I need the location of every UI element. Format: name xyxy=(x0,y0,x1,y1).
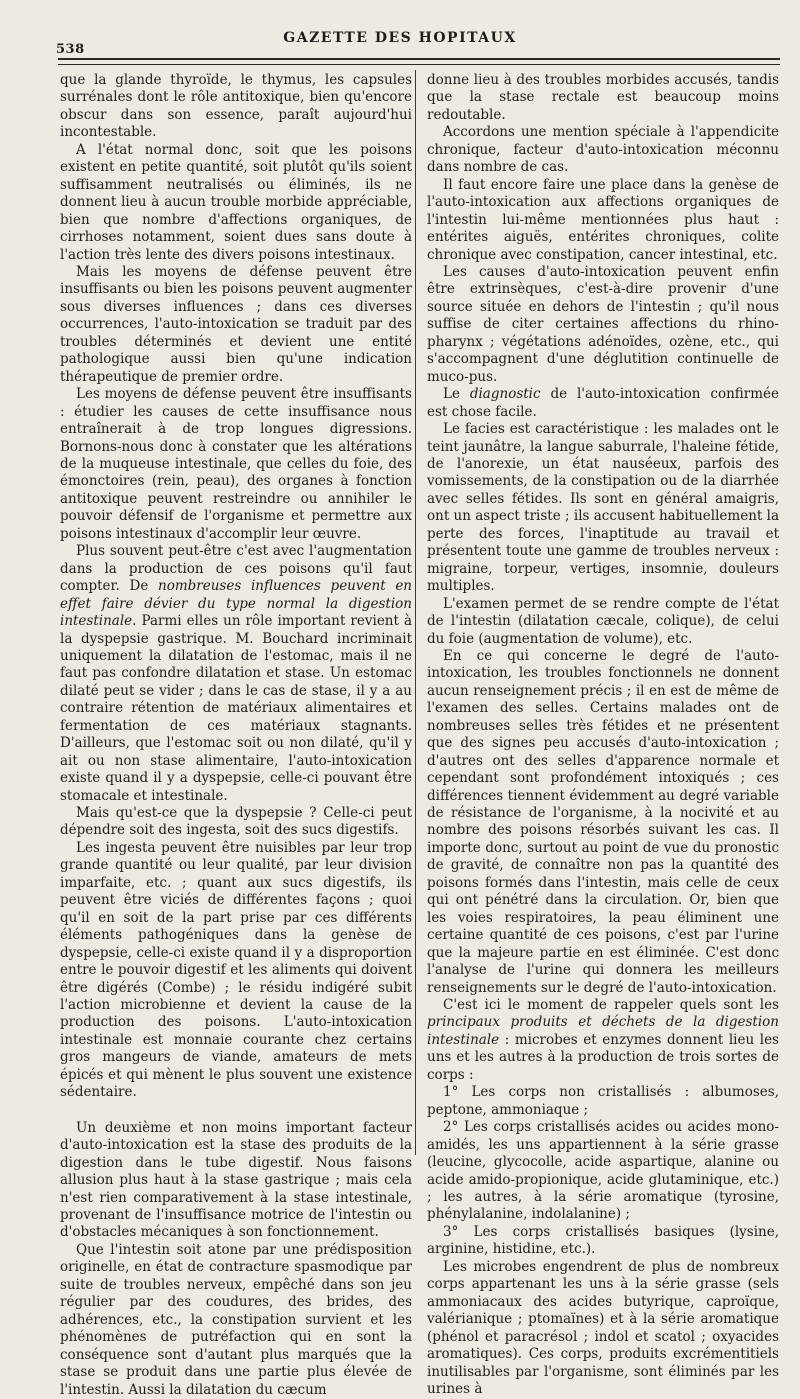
paragraph: Accordons une mention spéciale à l'appendicite chronique, facteur d'auto-intoxication méconnu dans nombre de cas. xyxy=(427,124,779,176)
text-run: : microbes et enzymes donnent lieu les uns et les autres à la production de trois sortes de corps : xyxy=(427,1031,779,1083)
paragraph xyxy=(60,543,412,805)
paragraph: Mais qu'est-ce que la dyspepsie ? Celle-ci peut dépendre soit des ingesta, soit des sucs digestifs. xyxy=(60,805,412,839)
paragraph xyxy=(427,386,779,421)
paragraph: donne lieu à des troubles morbides accusés, tandis que la stase rectale est beaucoup moins redoutable. xyxy=(427,72,779,123)
paragraph: Mais les moyens de défense peuvent être insuffisants ou bien les poisons peuvent augmenter sous diverses influences ; dans ces diverses occurrences, l'auto-intoxication se traduit par des troubles déterminés et devient une entité pathologique aussi bien qu'une indication thérapeutique de premier ordre. xyxy=(60,263,412,385)
column-divider xyxy=(415,70,416,1155)
italic-text: diagnostic xyxy=(469,386,541,403)
text-run: Plus souvent peut-être c'est avec l'augmentation dans la production de ces poisons qu'il faut compter. De xyxy=(60,543,412,595)
paragraph: Il faut encore faire une place dans la genèse de l'auto-intoxication aux affections organiques de l'intestin lui-même mentionnées plus haut : entérites aiguës, entérites chroniques, colite chronique avec constipation, cancer intestinal, etc. xyxy=(427,176,779,263)
paragraph: Que l'intestin soit atone par une prédisposition originelle, en état de contracture spasmodique par suite de troubles nerveux, empêché dans son jeu régulier par des coudures, des brides, des adhérences, etc., la constipation survient et les phénomènes de putréfaction qui en sont la conséquence sont d'autant plus marqués que la stase se produit dans une partie plus élevée de l'intestin. Aussi la dilatation du cæcum xyxy=(60,1241,412,1398)
list-item: 3° Les corps cristallisés basiques (lysine, arginine, histidine, etc.). xyxy=(427,1223,779,1258)
italic-text: nombreuses influences peuvent en effet faire dévier du type normal la digestion intestinale xyxy=(60,578,412,630)
paragraph: que la glande thyroïde, le thymus, les capsules surrénales dont le rôle antitoxique, bien qu'encore obscur dans son essence, paraît aujourd'hui incontestable. xyxy=(60,72,412,141)
italic-text: principaux produits et déchets de la digestion intestinale xyxy=(427,1014,779,1048)
paragraph: Les microbes engendrent de plus de nombreux corps appartenant les uns à la série grasse (sels ammoniacaux des acides butyrique, caproïque, valérianique ; ptomaïnes) et à la série aromatique (phénol et paracrésol ; indol et scatol ; oxyacides aromatiques). Ces corps, produits excrémentitiels inutilisables par l'organisme, sont éliminés par les urines à xyxy=(427,1258,779,1397)
left-column xyxy=(60,72,412,1399)
paragraph: Les causes d'auto-intoxication peuvent enfin être extrinsèques, c'est-à-dire provenir d'une source située en dehors de l'intestin ; qu'il nous suffise de citer certaines affections du rhino-pharynx ; végétations adénoïdes, ozène, etc., qui s'accompagnent d'une déglutition continuelle de muco-pus. xyxy=(427,263,779,385)
paragraph: Les moyens de défense peuvent être insuffisants : étudier les causes de cette insuffisance nous entraînerait à de trop longues digressions. Bornons-nous donc à constater que les altérations de la muqueuse intestinale, que celles du foie, des émonctoires (rein, peau), des organes à fonction antitoxique peuvent restreindre ou annihiler le pouvoir défensif de l'organisme et permettre aux poisons intestinaux d'accomplir leur œuvre. xyxy=(60,386,412,542)
paragraph xyxy=(427,997,779,1084)
right-column xyxy=(427,72,779,1398)
text-run: Le xyxy=(443,386,470,403)
text-run: C'est ici le moment de rappeler quels sont les xyxy=(443,997,779,1014)
list-item: 1° Les corps non cristallisés : albumoses, peptone, ammoniaque ; xyxy=(427,1084,779,1118)
paragraph: Les ingesta peuvent être nuisibles par leur trop grande quantité ou leur qualité, par leur division imparfaite, etc. ; quant aux sucs digestifs, ils peuvent être viciés de différentes façons ; quoi qu'il en soit de la part prise par ces différents éléments pathogéniques dans la genèse de dyspepsie, celle-ci existe quand il y a disproportion entre le pouvoir digestif et les aliments qui doivent être digérés (Combe) ; le résidu indigéré subit l'action microbienne et devient la cause de la production des poisons. L'auto-intoxication intestinale est monnaie courante chez certains gros mangeurs de viande, amateurs de mets épicés et qui mènent le plus souvent une existence sédentaire. xyxy=(60,839,412,1101)
paragraph: Un deuxième et non moins important facteur d'auto-intoxication est la stase des produits de la digestion dans le tube digestif. Nous faisons allusion plus haut à la stase gastrique ; mais cela n'est rien comparativement à la stase intestinale, provenant de l'insuffisance motrice de l'intestin ou d'obstacles mécaniques à son fonctionnement. xyxy=(60,1119,412,1241)
journal-title: GAZETTE DES HOPITAUX xyxy=(283,30,517,46)
list-item: 2° Les corps cristallisés acides ou acides mono-amidés, les uns appartiennent à la série grasse (leucine, glycocolle, acide aspartique, alanine ou acide amido-propionique, acide glutaminique, etc.) ; les autres, à la série aromatique (tyrosine, phénylalanine, indolalanine) ; xyxy=(427,1119,779,1223)
header-rule xyxy=(58,58,780,65)
text-run: de l'auto-intoxication confirmée est chose facile. xyxy=(427,386,780,420)
text-run: . Parmi elles un rôle important revient à la dyspepsie gastrique. M. Bouchard incriminait uniquement la dilatation de l'estomac, mais il ne faut pas confondre dilatation et stase. Un estomac dilaté peut se vider ; dans le cas de stase, il y a au contraire rétention de matériaux alimentaires et fermentation de ces matériaux stagnants. D'ailleurs, que l'estomac soit ou non dilaté, qu'il y ait ou non stase alimentaire, l'auto-intoxication existe quand il y a dyspepsie, celle-ci pouvant être stomacale et intestinale. xyxy=(60,613,412,804)
paragraph: Le facies est caractéristique : les malades ont le teint jaunâtre, la langue saburrale, l'haleine fétide, de l'anorexie, un état nauséeux, parfois des vomissements, de la constipation ou de la diarrhée avec selles fétides. Ils sont en général amaigris, ont un aspect triste ; ils accusent habituellement la perte des forces, l'inaptitude au travail et présentent toute une gamme de troubles nerveux : migraine, torpeur, vertiges, insomnie, douleurs multiples. xyxy=(427,421,779,595)
paragraph: A l'état normal donc, soit que les poisons existent en petite quantité, soit plutôt qu'ils soient suffisamment neutralisés ou éliminés, ils ne donnent lieu à aucun trouble morbide appréciable, bien que nombre d'affections organiques, de cirrhoses notamment, soient dues sans doute à l'action très lente des divers poisons intestinaux. xyxy=(60,141,412,263)
paragraph: L'examen permet de se rendre compte de l'état de l'intestin (dilatation cæcale, colique), de celui du foie (augmentation de volume), etc. xyxy=(427,595,779,647)
page-number: 538 xyxy=(56,42,85,57)
paragraph: En ce qui concerne le degré de l'auto-intoxication, les troubles fonctionnels ne donnent aucun renseignement précis ; il en est de même de l'examen des selles. Certains malades ont de nombreuses selles très fétides et ne présentent que des signes peu accusés d'auto-intoxication ; d'autres ont des selles d'apparence normale et cependant sont profondément intoxiqués ; ces différences tiennent évidemment au degré variable de résistance de l'organisme, à la nocivité et au nombre des poisons résorbés suivant les cas. Il importe donc, surtout au point de vue du pronostic de gravité, de connaître non pas la quantité des poisons formés dans l'intestin, mais celle de ceux qui ont pénétré dans la circulation. Or, bien que les voies respiratoires, la peau éliminent une certaine quantité de ces poisons, c'est par l'urine que la majeure partie en est éliminée. C'est donc l'analyse de l'urine qui donnera les meilleurs renseignements sur le degré de l'auto-intoxication. xyxy=(427,647,779,996)
